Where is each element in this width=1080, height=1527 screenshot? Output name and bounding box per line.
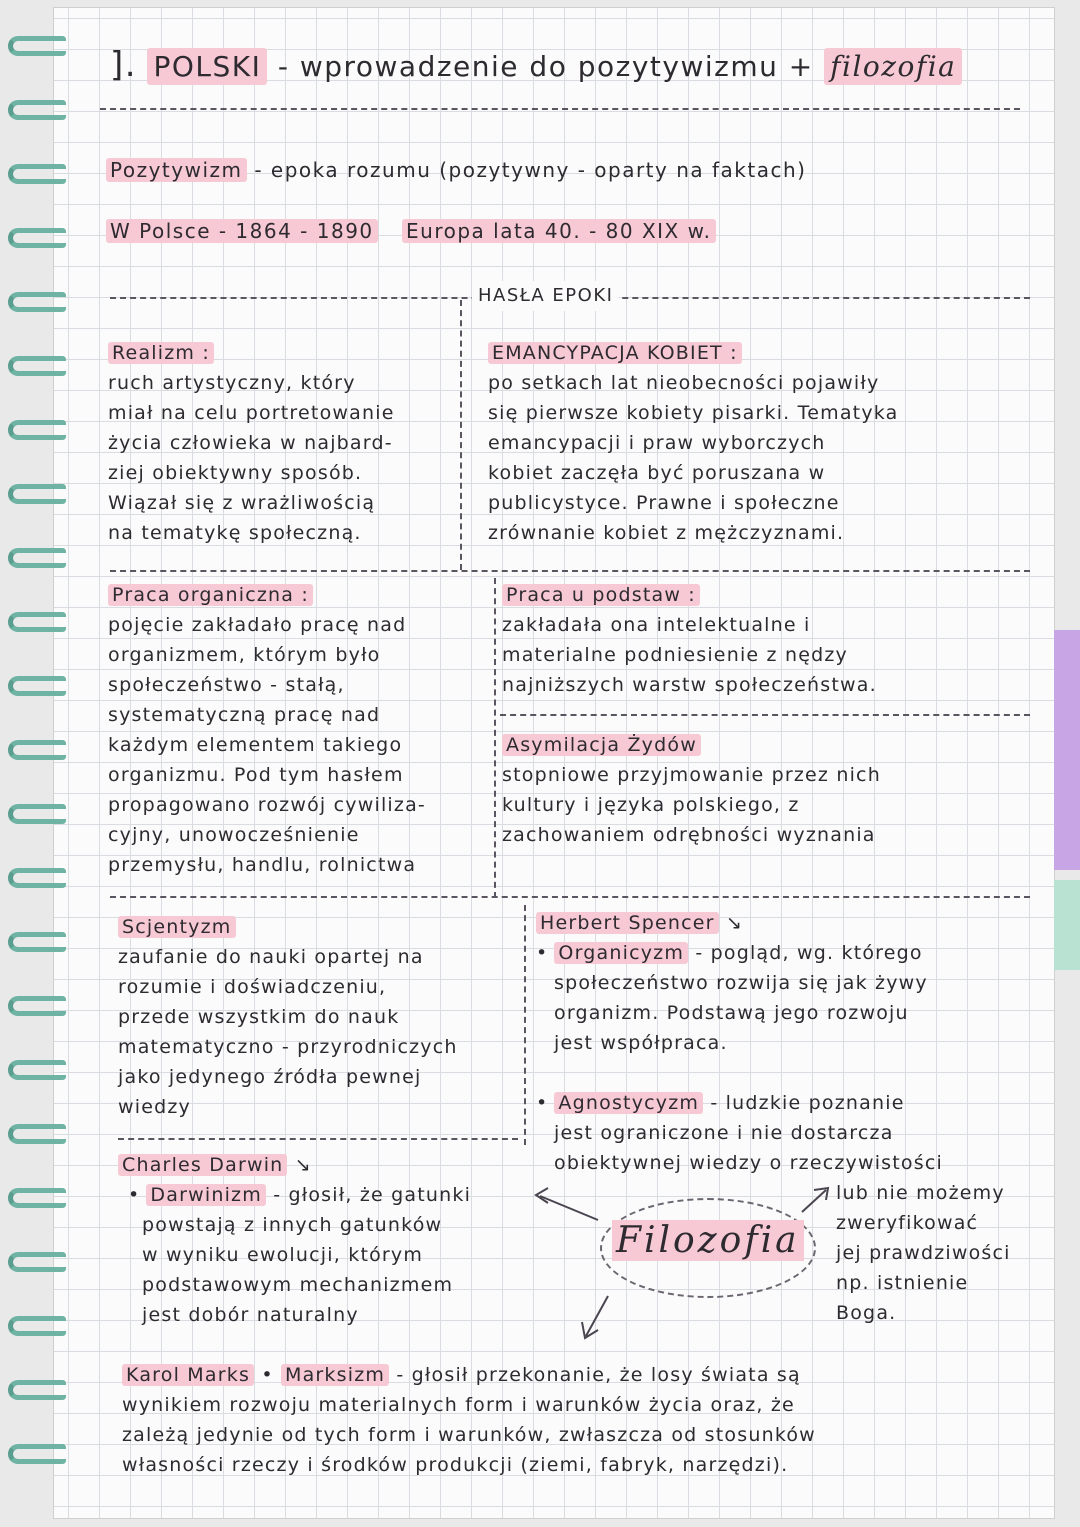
asymilacja-line: kultury i języka polskiego, z — [502, 794, 800, 816]
darwin-line: podstawowym mechanizmem — [142, 1274, 454, 1296]
europe-dates-text: Europa lata 40. - 80 XIX w. — [402, 219, 716, 243]
title-bracket: ]. — [110, 45, 138, 85]
praca-organiczna-line: organizmu. Pod tym hasłem — [108, 764, 404, 786]
realizm-line: miał na celu portretowanie — [108, 402, 395, 424]
title-rest: - wprowadzenie do pozytywizmu + — [277, 50, 814, 83]
organicyzm-line: organizm. Podstawą jego rozwoju — [554, 1002, 909, 1024]
arrow-to-agnostycyzm — [802, 1190, 826, 1212]
filozofia-word-text: Filozofia — [612, 1220, 804, 1261]
marks-line: - głosił przekonanie, że losy świata są — [396, 1364, 801, 1386]
marks-line: zależą jedynie od tych form i warunków, zwłaszcza od stosunków — [122, 1424, 816, 1446]
realizm-line: ziej obiektywny sposób. — [108, 462, 363, 484]
side-note-line: np. istnienie — [836, 1272, 969, 1294]
arrow-to-darwin-head — [536, 1188, 548, 1203]
darwin-line: powstają z innych gatunków — [142, 1214, 443, 1236]
scjentyzm-line: rozumie i doświadczeniu, — [118, 976, 387, 998]
emancypacja-line: publicystyce. Prawne i społeczne — [488, 492, 840, 514]
pozytywizm-term: Pozytywizm — [106, 158, 247, 182]
praca-organiczna-line: systematyczną pracę nad — [108, 704, 381, 726]
praca-organiczna-line: organizmem, którym było — [108, 644, 381, 666]
agnostycyzm-line: - ludzkie poznanie — [710, 1092, 905, 1114]
praca-organiczna-line: każdym elementem takiego — [108, 734, 403, 756]
side-note-line: Boga. — [836, 1302, 897, 1324]
darwin-line: - głosił, że gatunki — [273, 1184, 472, 1206]
slogans-header-text: HASŁA EPOKI — [478, 285, 614, 306]
emancypacja-line: kobiet zaczęła być poruszana w — [488, 462, 826, 484]
organicyzm-line: jest współpraca. — [554, 1032, 728, 1054]
emancypacja-heading: EMANCYPACJA KOBIET : — [488, 342, 742, 364]
title-subject: POLSKI — [147, 48, 267, 85]
realizm-line: życia człowieka w najbard- — [108, 432, 393, 454]
darwin-heading: Charles Darwin — [118, 1154, 287, 1176]
arrow-down-icon: ↘ — [294, 1154, 312, 1176]
asymilacja-line: stopniowe przyjmowanie przez nich — [502, 764, 881, 786]
praca-u-podstaw-line: najniższych warstw społeczeństwa. — [502, 674, 877, 696]
emancypacja-line: się pierwsze kobiety pisarki. Tematyka — [488, 402, 899, 424]
side-note-line: zweryfikować — [836, 1212, 979, 1234]
praca-organiczna-heading: Praca organiczna : — [108, 584, 313, 606]
organicyzm-line: - pogląd, wg. którego — [695, 942, 923, 964]
bullet-icon: • — [261, 1364, 274, 1386]
poland-dates-text: W Polsce - 1864 - 1890 — [106, 219, 378, 243]
emancypacja-line: emancypacji i praw wyborczych — [488, 432, 826, 454]
asymilacja-line: zachowaniem odrębności wyznania — [502, 824, 876, 846]
emancypacja-line: zrównanie kobiet z mężczyznami. — [488, 522, 845, 544]
scjentyzm-line: przede wszystkim do nauk — [118, 1006, 400, 1028]
arrow-down-icon: ↘ — [725, 912, 744, 934]
marks-line: własności rzeczy i środków produkcji (ziemi, fabryk, narzędzi). — [122, 1454, 789, 1476]
praca-organiczna-line: przemysłu, handlu, rolnictwa — [108, 854, 417, 876]
organicyzm-term: Organicyzm — [554, 942, 688, 964]
praca-organiczna-line: społeczeństwo - stałą, — [108, 674, 345, 696]
agnostycyzm-line: obiektywnej wiedzy o rzeczywistości — [554, 1152, 943, 1174]
side-note-line: jej prawdziwości — [836, 1242, 1011, 1264]
scjentyzm-line: matematyczno - przyrodniczych — [118, 1036, 458, 1058]
organicyzm-line: społeczeństwo rozwija się jak żywy — [554, 972, 928, 994]
praca-u-podstaw-line: zakładała ona intelektualne i — [502, 614, 811, 636]
realizm-heading: Realizm : — [108, 342, 214, 364]
pozytywizm-definition: - epoka rozumu (pozytywny - oparty na faktach) — [254, 158, 807, 182]
spencer-heading: Herbert Spencer — [536, 912, 719, 934]
realizm-line: na tematykę społeczną. — [108, 522, 362, 544]
title-accent: filozofia — [824, 48, 962, 85]
praca-organiczna-line: cyjny, unowocześnienie — [108, 824, 360, 846]
realizm-line: ruch artystyczny, który — [108, 372, 356, 394]
asymilacja-heading: Asymilacja Żydów — [502, 734, 701, 756]
praca-organiczna-line: pojęcie zakładało pracę nad — [108, 614, 407, 636]
marks-line: wynikiem rozwoju materialnych form i warunków życia oraz, że — [122, 1394, 795, 1416]
arrow-to-darwin — [540, 1196, 598, 1220]
scjentyzm-line: jako jedynego źródła pewnej — [118, 1066, 422, 1088]
darwin-line: w wyniku ewolucji, którym — [142, 1244, 424, 1266]
agnostycyzm-line: jest ograniczone i nie dostarcza — [554, 1122, 894, 1144]
praca-u-podstaw-heading: Praca u podstaw : — [502, 584, 700, 606]
agnostycyzm-term: Agnostycyzm — [554, 1092, 703, 1114]
side-note-line: lub nie możemy — [836, 1182, 1005, 1204]
praca-organiczna-line: propagowano rozwój cywiliza- — [108, 794, 426, 816]
scjentyzm-line: zaufanie do nauki opartej na — [118, 946, 424, 968]
realizm-line: Wiązał się z wrażliwością — [108, 492, 376, 514]
darwin-line: jest dobór naturalny — [142, 1304, 359, 1326]
scjentyzm-heading: Scjentyzm — [118, 916, 236, 938]
marksizm-term: Marksizm — [281, 1364, 389, 1386]
praca-u-podstaw-line: materialne podniesienie z nędzy — [502, 644, 848, 666]
emancypacja-line: po setkach lat nieobecności pojawiły — [488, 372, 880, 394]
scjentyzm-line: wiedzy — [118, 1096, 191, 1118]
darwinizm-term: Darwinizm — [146, 1184, 266, 1206]
marks-name: Karol Marks — [122, 1364, 254, 1386]
marks-section — [122, 1360, 816, 1480]
